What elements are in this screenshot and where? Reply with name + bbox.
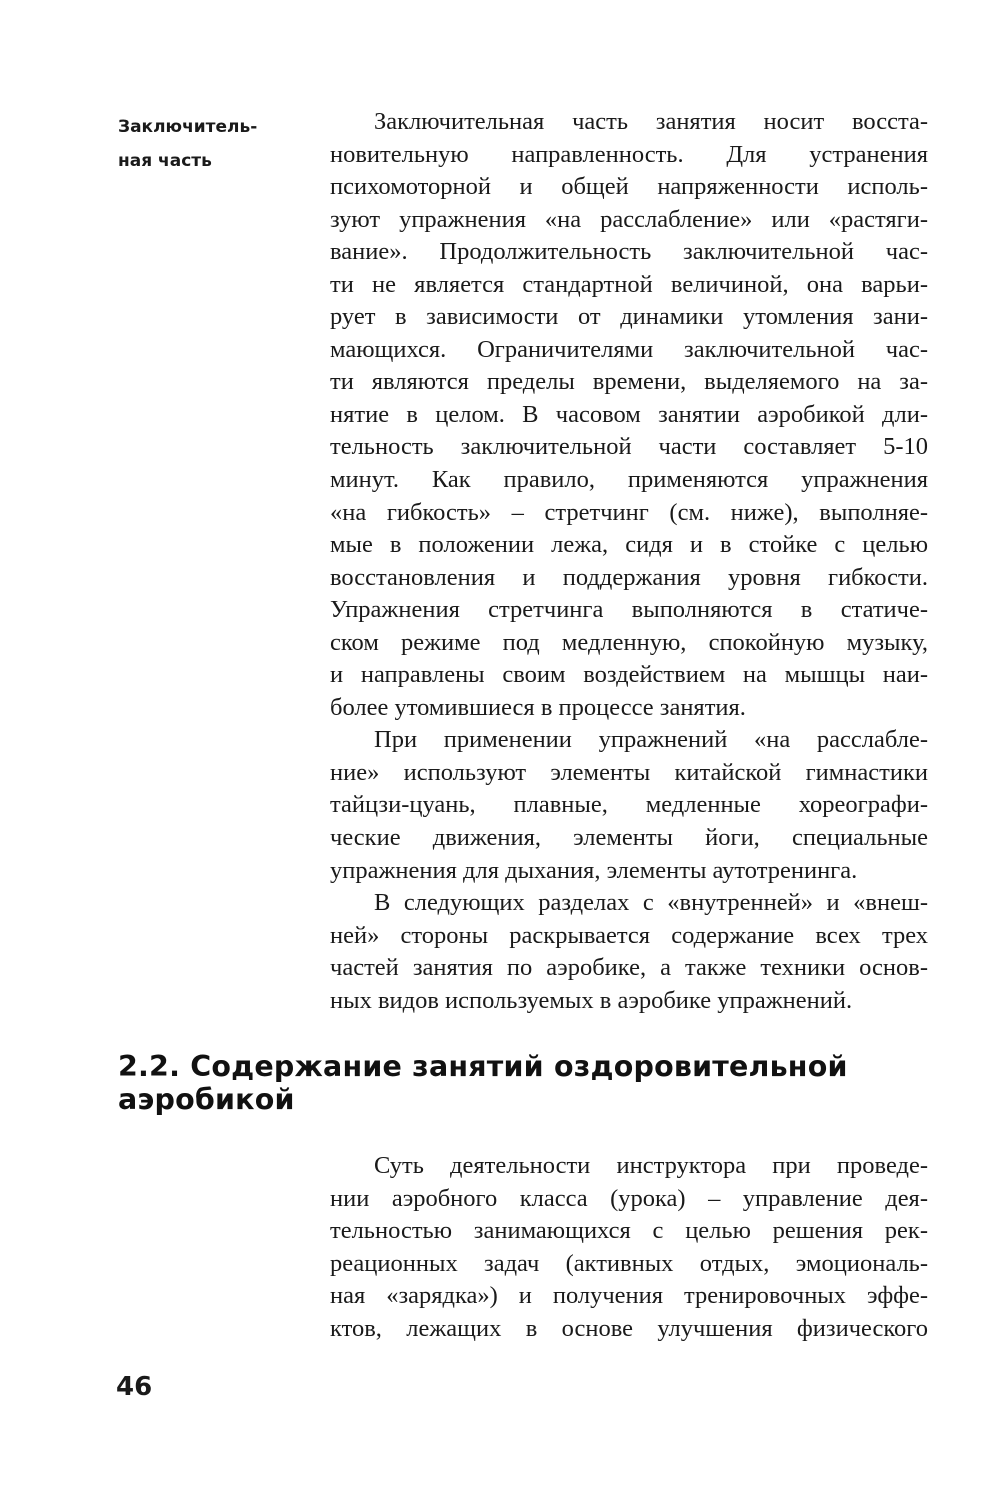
text-line: «на гибкость» – стретчинг (см. ниже), выполняе- (330, 498, 928, 526)
text-line: мающихся. Ограничителями заключительной час- (330, 335, 928, 363)
text-line: вание». Продолжительность заключительной час- (330, 238, 928, 266)
text-line: ней» стороны раскрывается содержание всех трех (330, 921, 928, 949)
text-line: Упражнения стретчинга выполняются в статиче- (330, 596, 928, 624)
text-line: ных видов используемых в аэробике упражнений. (330, 986, 853, 1014)
page-number: 46 (116, 1372, 153, 1402)
text-line: новительную направленность. Для устранения (330, 140, 928, 168)
text-line: и направлены своим воздействием на мышцы наи- (330, 661, 928, 689)
text-line: упражнения для дыхания, элементы аутотренинга. (330, 856, 858, 884)
text-line: Заключительная часть занятия носит восста- (374, 108, 928, 135)
text-line: частей занятия по аэробике, а также техники основ- (330, 954, 928, 982)
text-line: ние» используют элементы китайской гимнастики (330, 758, 928, 786)
paragraph (330, 724, 928, 887)
text-line: ческие движения, элементы йоги, специальные (330, 824, 928, 852)
text-line: ти не является стандартной величиной, она варьи- (330, 270, 928, 298)
margin-note (118, 110, 288, 178)
text-line: При применении упражнений «на расслабле- (374, 726, 928, 754)
paragraph (330, 1150, 928, 1345)
text-line: мые в положении лежа, сидя и в стойке с целью (330, 531, 928, 559)
paragraph (330, 887, 928, 1017)
margin-note-line: ная часть (118, 151, 212, 171)
section-heading-line: аэробикой (118, 1083, 295, 1116)
text-line: ти являются пределы времени, выделяемого на за- (330, 368, 928, 396)
text-line: тельностью занимающихся с целью решения рек- (330, 1217, 928, 1245)
text-line: Суть деятельности инструктора при проведе- (374, 1152, 928, 1179)
text-line: восстановления и поддержания уровня гибкости. (330, 563, 928, 591)
text-line: рует в зависимости от динамики утомления зани- (330, 303, 928, 331)
text-line: зуют упражнения «на расслабление» или «растяги- (330, 205, 928, 233)
text-line: ктов, лежащих в основе улучшения физического (330, 1314, 928, 1342)
text-line: ная «зарядка») и получения тренировочных эффе- (330, 1282, 928, 1310)
text-line: нятие в целом. В часовом занятии аэробикой дли- (330, 400, 928, 428)
text-line: В следующих разделах с «внутренней» и «внеш- (374, 889, 928, 917)
text-line: психомоторной и общей напряженности исполь- (330, 173, 928, 201)
body-text-upper (330, 106, 928, 1017)
margin-note-line: Заключитель- (118, 117, 258, 137)
text-line: тельность заключительной части составляет 5-10 (330, 433, 928, 461)
text-line: тайцзи-цуань, плавные, медленные хореографи- (330, 791, 928, 819)
body-text-lower (330, 1150, 928, 1345)
text-line: более утомившиеся в процессе занятия. (330, 693, 746, 721)
text-line: ском режиме под медленную, спокойную музыку, (330, 628, 928, 656)
text-line: реационных задач (активных отдых, эмоциональ- (330, 1249, 928, 1277)
text-line: нии аэробного класса (урока) – управление дея- (330, 1184, 928, 1212)
paragraph (330, 106, 928, 724)
text-line: минут. Как правило, применяются упражнения (330, 466, 928, 494)
section-heading (118, 1050, 938, 1116)
section-heading-line: 2.2. Содержание занятий оздоровительной (118, 1050, 848, 1083)
